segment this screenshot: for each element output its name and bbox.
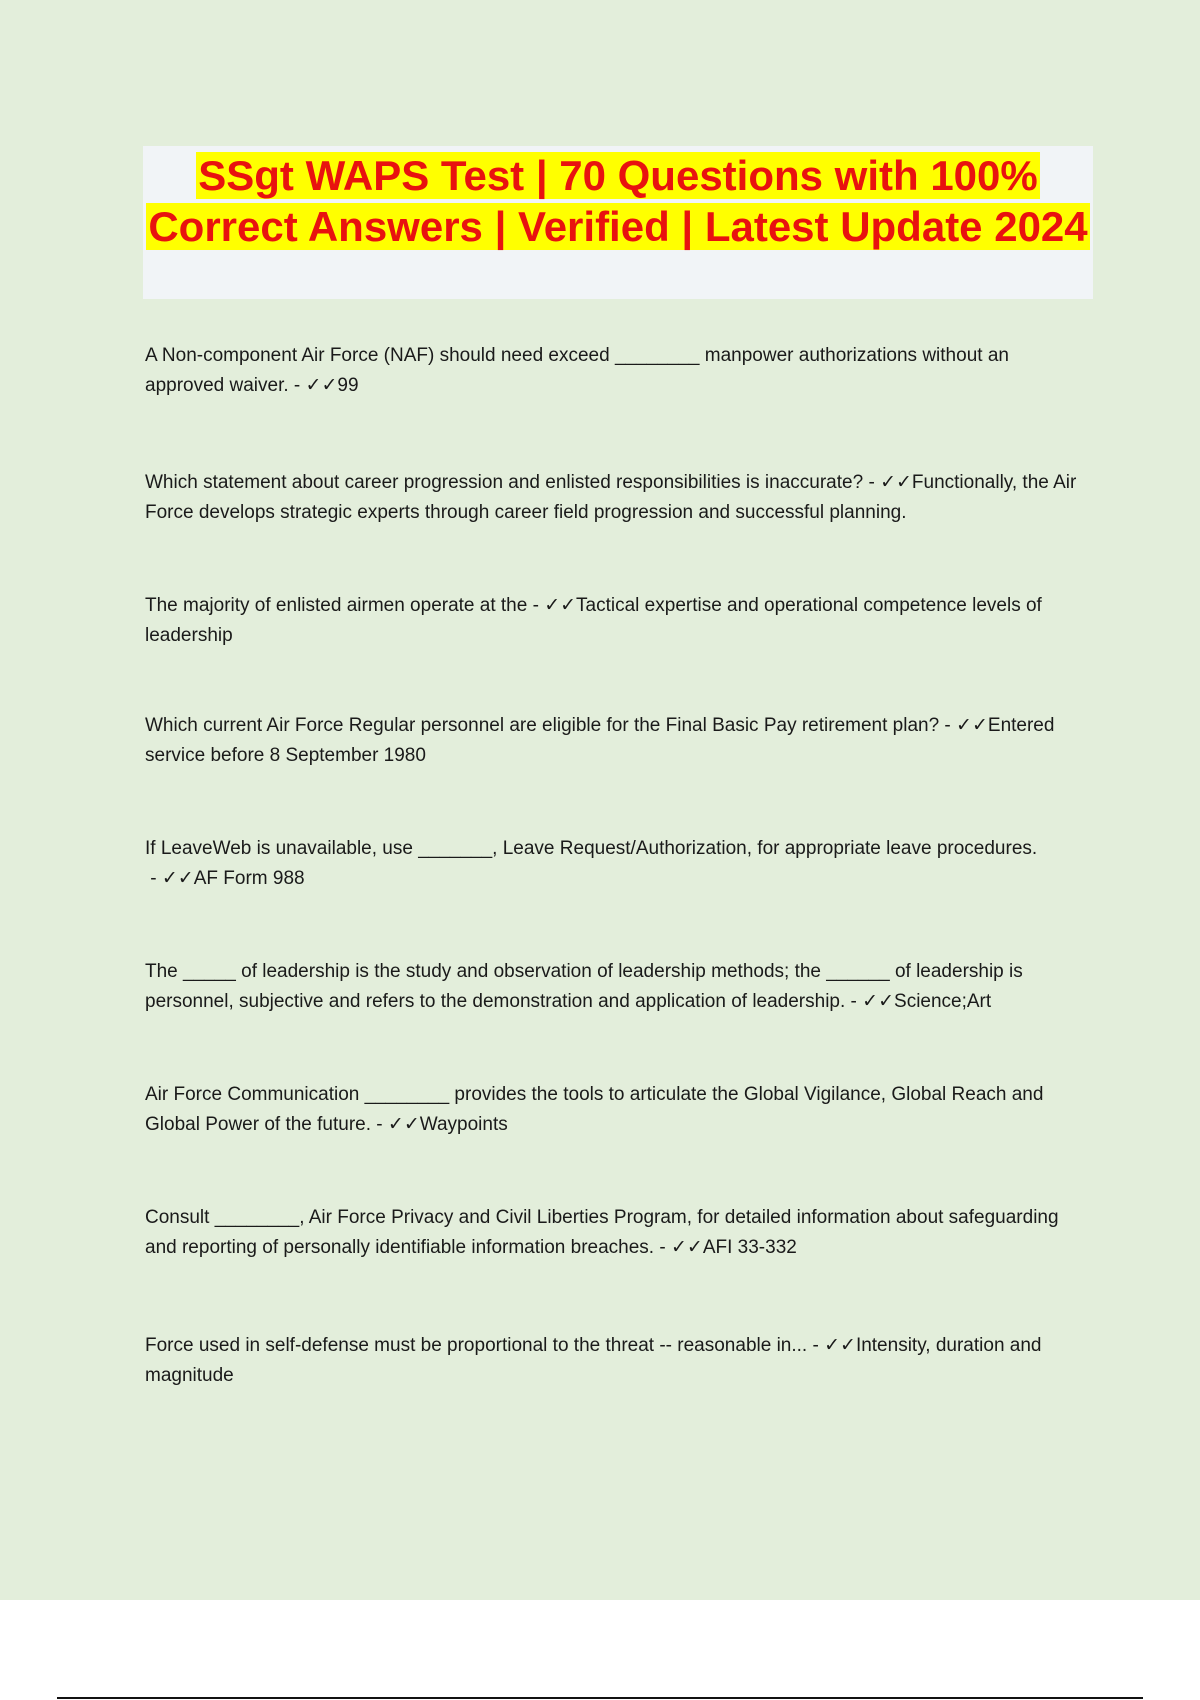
title-box [143, 146, 1093, 299]
question-text: If LeaveWeb is unavailable, use _______, Leave Request/Authorization, for appropriate leave procedures. [145, 838, 1038, 859]
checkmark-icon: ✓✓ [824, 1335, 856, 1356]
answer-separator: - [288, 375, 306, 396]
answer-separator: - [654, 1237, 671, 1258]
checkmark-icon: ✓✓ [387, 1114, 420, 1135]
answer-separator: - [145, 868, 162, 889]
answer-separator: - [527, 595, 545, 616]
checkmark-icon: ✓✓ [544, 595, 577, 616]
qa-item-9 [145, 1331, 1090, 1391]
answer-separator: - [863, 472, 881, 493]
question-text: The majority of enlisted airmen operate at the [145, 595, 528, 616]
qa-item-2 [145, 468, 1090, 528]
answer-separator: - [371, 1114, 388, 1135]
answer-text: Waypoints [419, 1114, 508, 1135]
checkmark-icon: ✓✓ [305, 375, 338, 396]
qa-item-4 [145, 711, 1090, 771]
answer-separator: - [807, 1335, 825, 1356]
question-text: Force used in self-defense must be proportional to the threat -- reasonable in... [145, 1335, 808, 1356]
checkmark-icon: ✓✓ [862, 991, 895, 1012]
question-text: Air Force Communication ________ provides the tools to articulate the Global Vigilance, Global Reach and Global Power of the future. [145, 1084, 1044, 1135]
checkmark-icon: ✓✓ [956, 715, 988, 736]
question-text: Which statement about career progression and enlisted responsibilities is inaccurate? [145, 472, 864, 493]
qa-item-1 [145, 341, 1090, 401]
qa-item-8 [145, 1203, 1090, 1263]
answer-text: Functionally, the Air Force develops strategic experts through career field progression and successful planning. [145, 472, 1077, 523]
answer-text: AFI 33-332 [702, 1237, 797, 1258]
title-highlight: SSgt WAPS Test | 70 Questions with 100% Correct Answers | Verified | Latest Update 2024 [148, 152, 1088, 250]
answer-text: AF Form 988 [193, 868, 305, 889]
question-text: Consult ________, Air Force Privacy and Civil Liberties Program, for detailed information about safeguarding and reporting of personally identifiable information breaches. [145, 1207, 1059, 1258]
qa-item-7 [145, 1080, 1090, 1140]
answer-text: Tactical expertise and operational competence levels of leadership [145, 595, 1042, 646]
qa-item-3 [145, 591, 1090, 651]
qa-item-6 [145, 957, 1090, 1017]
qa-item-5 [145, 834, 1090, 894]
question-text: Which current Air Force Regular personnel are eligible for the Final Basic Pay retirement plan? [145, 715, 940, 736]
answer-separator: - [845, 991, 863, 1012]
answer-text: Science;Art [894, 991, 992, 1012]
answer-text: Entered service before 8 September 1980 [145, 715, 1055, 766]
answer-separator: - [939, 715, 957, 736]
document-title [143, 150, 1093, 252]
checkmark-icon: ✓✓ [880, 472, 912, 493]
question-text: A Non-component Air Force (NAF) should need exceed ________ manpower authorizations without an approved waiver. [145, 345, 1009, 396]
page-divider [57, 1697, 1143, 1699]
answer-text: Intensity, duration and magnitude [145, 1335, 1042, 1386]
answer-text: 99 [337, 375, 359, 396]
question-text: The _____ of leadership is the study and observation of leadership methods; the ______ of leadership is personnel, subjective and refers to the demonstration and application of leadership. [145, 961, 1023, 1012]
checkmark-icon: ✓✓ [161, 868, 194, 889]
checkmark-icon: ✓✓ [670, 1237, 703, 1258]
